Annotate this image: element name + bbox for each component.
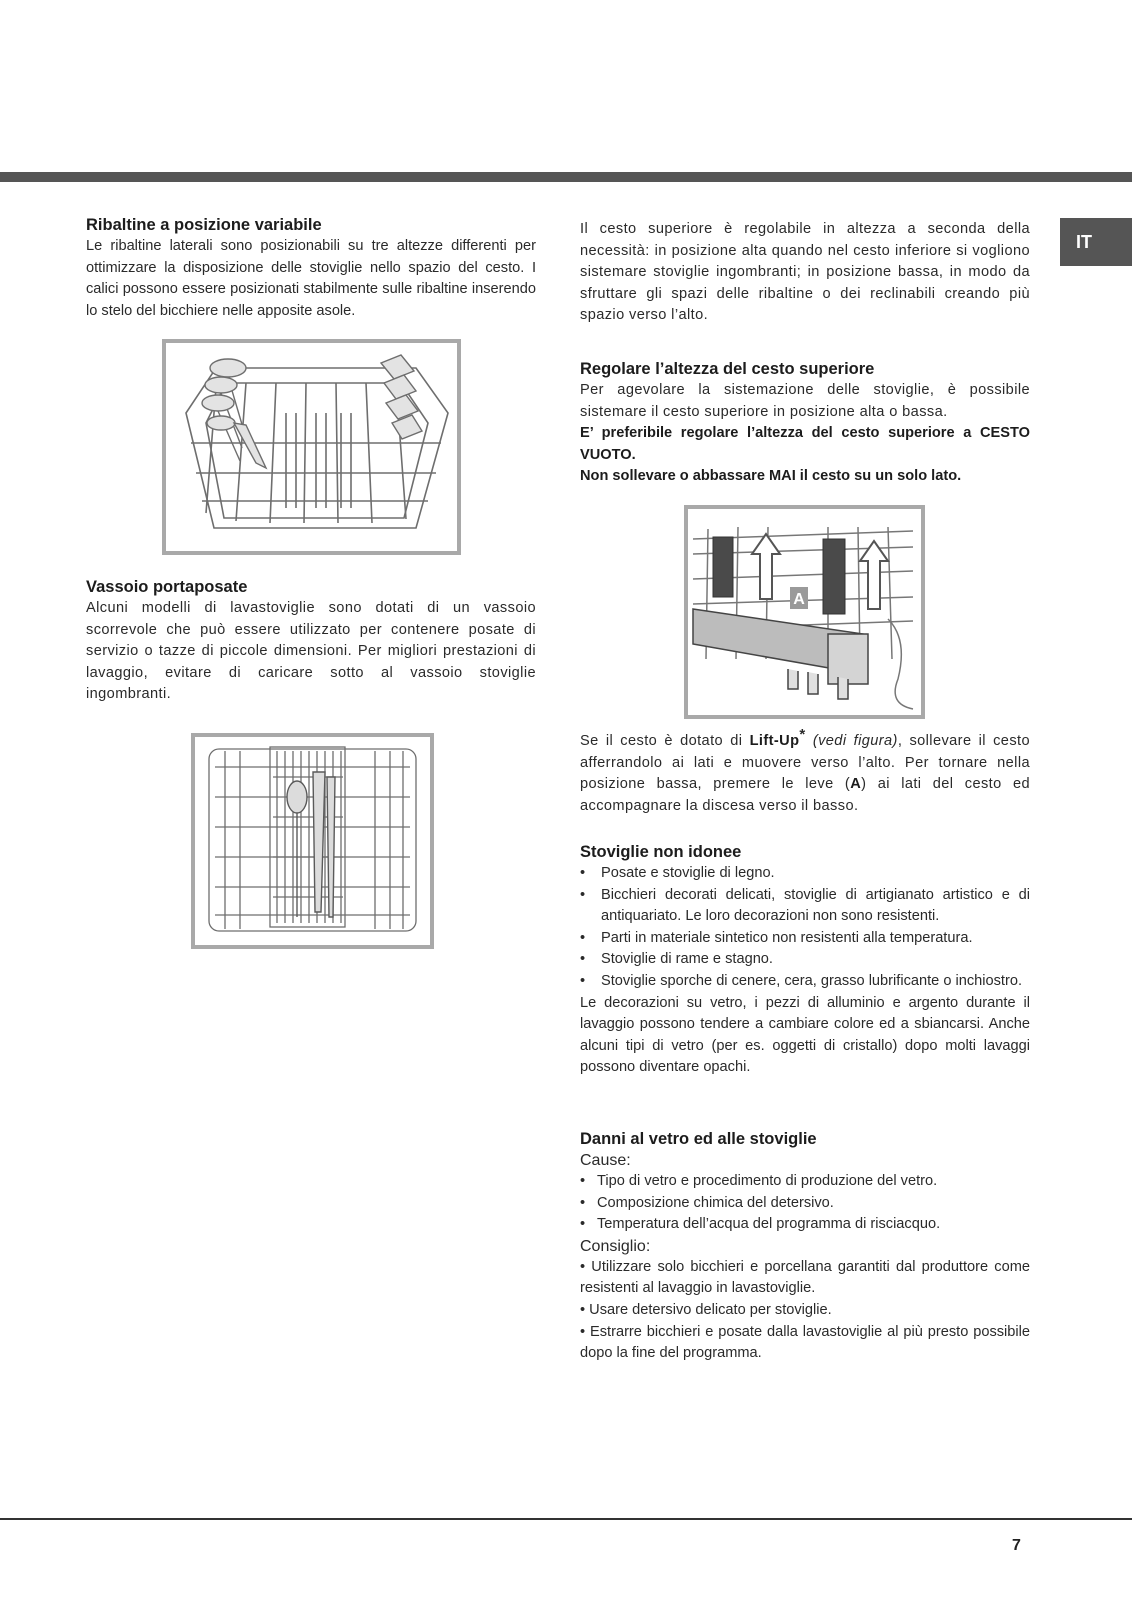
lift-up-text-mid: , sollevare il cesto afferrandolo ai lati e muovere verso l’alto. Per tornare nella posizione bassa, premere le leve ( bbox=[580, 733, 1030, 793]
unsuitable-list bbox=[580, 863, 1030, 993]
language-tab: IT bbox=[1060, 218, 1132, 266]
list-item: • Estrarre bicchieri e posate dalla lavastoviglie al più presto possibile dopo la fine del programma. bbox=[580, 1323, 1030, 1362]
advice-label: Consiglio: bbox=[580, 1237, 651, 1255]
list-item: • Utilizzare solo bicchieri e porcellana garantiti dal produttore come resistenti al lavaggio in lavastoviglie. bbox=[580, 1258, 1030, 1297]
section-title: Ribaltine a posizione variabile bbox=[86, 216, 322, 234]
top-header-bar bbox=[0, 172, 1132, 182]
section-title: Vassoio portaposate bbox=[86, 578, 248, 596]
section-adjust-upper-basket bbox=[580, 358, 1030, 488]
list-item: • Bicchieri decorati delicati, stoviglie di artigianato artistico e di antiquariato. Le loro decorazioni non sono resistenti. bbox=[580, 885, 1030, 928]
list-item: • Stoviglie sporche di cenere, cera, grasso lubrificante o inchiostro. bbox=[580, 971, 1030, 993]
lift-up-text-pre: Se il cesto è dotato di bbox=[580, 733, 750, 749]
list-item: • Posate e stoviglie di legno. bbox=[580, 863, 1030, 885]
section-cutlery-tray bbox=[86, 576, 536, 706]
section-body: Le ribaltine laterali sono posizionabili su tre altezze differenti per ottimizzare la disposizione delle stoviglie nello spazio del cesto. I calici possono essere posizionati stabilmente sulle ribaltine inserendo lo stelo del bicchiere nelle apposite asole. bbox=[86, 238, 536, 319]
section-title: Regolare l’altezza del cesto superiore bbox=[580, 360, 875, 378]
list-item: • Usare detersivo delicato per stoviglie. bbox=[580, 1301, 832, 1318]
list-item: • Stoviglie di rame e stagno. bbox=[580, 949, 1030, 971]
section-unsuitable-dishes bbox=[580, 841, 1030, 1079]
section-lift-up bbox=[580, 726, 1030, 817]
foldable-racks-illustration bbox=[162, 339, 461, 555]
section-upper-basket-intro bbox=[580, 219, 1030, 327]
cutlery-tray-drawing bbox=[195, 737, 430, 945]
list-item: • Parti in materiale sintetico non resistenti alla temperatura. bbox=[580, 928, 1030, 950]
footer-rule bbox=[0, 1518, 1132, 1520]
cutlery-tray-illustration bbox=[191, 733, 434, 949]
section-title: Danni al vetro ed alle stoviglie bbox=[580, 1130, 817, 1148]
list-item: • Tipo di vetro e procedimento di produzione del vetro. bbox=[580, 1171, 1030, 1193]
figure-label-a: A bbox=[793, 591, 805, 608]
section-body: Le decorazioni su vetro, i pezzi di alluminio e argento durante il lavaggio possono tendere a cambiare colore ed a sbiancarsi. Anche alcuni tipi di vetro (per es. oggetti di cristallo) dopo molti lavaggi possono diventare opachi. bbox=[580, 994, 1030, 1076]
lift-up-drawing bbox=[688, 509, 921, 715]
warning-empty-basket: E’ preferibile regolare l’altezza del cesto superiore a CESTO VUOTO. bbox=[580, 425, 1030, 463]
lift-up-text-post: ) ai lati del cesto ed accompagnare la discesa verso il basso. bbox=[580, 776, 1030, 814]
list-item: • Composizione chimica del detersivo. bbox=[580, 1193, 1030, 1215]
list-item: • Temperatura dell’acqua del programma di risciacquo. bbox=[580, 1214, 1030, 1236]
lift-up-lever-key: A bbox=[850, 776, 862, 793]
lift-up-illustration bbox=[684, 505, 925, 719]
lift-up-brand: Lift-Up bbox=[749, 733, 800, 749]
section-foldable-racks bbox=[86, 214, 536, 322]
advice-list bbox=[580, 1257, 1030, 1365]
intro-body: Il cesto superiore è regolabile in altezza a seconda della necessità: in posizione alta quando nel cesto inferiore si vogliono sistemare stoviglie ingombranti; in posizione bassa, in modo da sfruttare gli spazi delle ribaltine o dei reclinabili creando più spazio verso l’alto. bbox=[580, 221, 1030, 324]
warning-one-side: Non sollevare o abbassare MAI il cesto su un solo lato. bbox=[580, 468, 962, 485]
section-body: Alcuni modelli di lavastoviglie sono dotati di un vassoio scorrevole che può essere utilizzato per contenere posate di servizio o tazze di piccole dimensioni. Per migliori prestazioni di lavaggio, evitare di caricare sotto al vassoio stoviglie ingombranti. bbox=[86, 600, 536, 703]
lift-up-asterisk: * bbox=[799, 726, 806, 744]
causes-list bbox=[580, 1171, 1030, 1236]
section-glass-damage bbox=[580, 1128, 1030, 1365]
lift-up-figure-ref: (vedi figura) bbox=[805, 733, 898, 749]
page-number: 7 bbox=[1012, 1537, 1021, 1554]
section-body: Per agevolare la sistemazione delle stoviglie, è possibile sistemare il cesto superiore in posizione alta o bassa. bbox=[580, 382, 1030, 420]
section-title: Stoviglie non idonee bbox=[580, 843, 742, 861]
causes-label: Cause: bbox=[580, 1152, 631, 1169]
lift-up-body bbox=[580, 726, 1030, 817]
upper-basket-drawing bbox=[166, 343, 457, 551]
